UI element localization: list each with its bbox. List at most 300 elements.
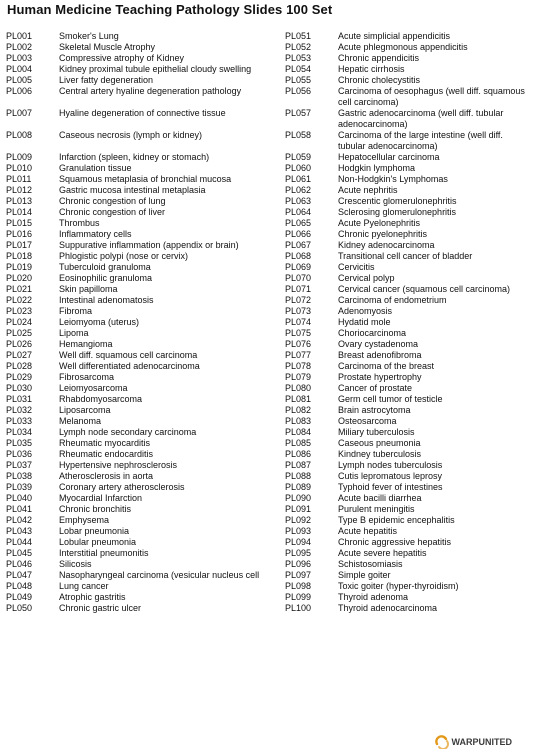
slide-name-line: Hodgkin lymphoma [338,163,416,173]
slide-name [338,174,530,185]
slide-code: PL031 [6,394,33,404]
list-item [285,361,530,372]
slide-name-line: Lobar pneumonia [59,526,130,536]
slide-code: PL013 [6,196,33,206]
list-item [6,438,281,449]
slide-code: PL096 [285,559,312,569]
list-item [285,218,530,229]
slide-name-line: Carcinoma of endometrium [338,295,447,305]
list-item [6,416,281,427]
slide-name-line: Chronic bronchitis [59,504,132,514]
slide-code: PL024 [6,317,33,327]
list-item [285,482,530,493]
slide-name [338,262,530,273]
slide-code: PL032 [6,405,33,415]
slide-code: PL085 [285,438,312,448]
slide-name [338,251,530,262]
slide-code: PL055 [285,75,312,85]
slide-name-line: Cancer of prostate [338,383,413,393]
slide-code: PL029 [6,372,33,382]
slide-name [338,339,530,350]
slide-code: PL062 [285,185,312,195]
slide-name [338,438,530,449]
list-item [6,570,281,581]
slide-code: PL026 [6,339,33,349]
list-item [285,240,530,251]
slide-name-line: cell carcinoma) [338,97,399,107]
slide-name [59,229,281,240]
slide-code: PL058 [285,130,312,140]
slide-name [338,515,530,526]
slide-name-line: Interstitial pneumonitis [59,548,149,558]
slide-code: PL027 [6,350,33,360]
slide-code: PL054 [285,64,312,74]
slide-name [338,559,530,570]
slide-code: PL039 [6,482,33,492]
slide-code: PL100 [285,603,312,613]
slide-code: PL065 [285,218,312,228]
slide-name [59,317,281,328]
slide-name [338,449,530,460]
list-item [285,108,530,130]
slide-name [59,240,281,251]
slide-name [338,163,530,174]
slide-name [338,592,530,603]
slide-code: PL071 [285,284,312,294]
slide-code: PL099 [285,592,312,602]
list-item [285,185,530,196]
slide-code: PL038 [6,471,33,481]
list-item [285,31,530,42]
slide-code: PL048 [6,581,33,591]
slide-code: PL082 [285,405,312,415]
slide-name [338,31,530,42]
list-item [285,471,530,482]
slide-name-line: Phlogistic polypi (nose or cervix) [59,251,189,261]
slide-code: PL035 [6,438,33,448]
list-item [6,603,281,614]
slide-name-line: Transitional cell cancer of bladder [338,251,473,261]
slide-name-line: Schistosomiasis [338,559,403,569]
list-item [285,537,530,548]
slide-name [338,570,530,581]
slide-name-line: Lymph nodes tuberculosis [338,460,443,470]
slide-name [338,471,530,482]
slide-name [59,603,281,614]
slide-name-line: Simple goiter [338,570,391,580]
list-item [285,273,530,284]
slide-name-line: Granulation tissue [59,163,132,173]
slide-name-line: Lung cancer [59,581,109,591]
slide-code: PL066 [285,229,312,239]
slide-name-line: Cutis lepromatous leprosy [338,471,443,481]
list-item [6,64,281,75]
slide-name-line: Hepatocellular carcinoma [338,152,440,162]
slide-name-line: Prostate hypertrophy [338,372,422,382]
slide-code: PL020 [6,273,33,283]
slide-name-line: Thyroid adenocarcinoma [338,603,438,613]
slide-list-left [6,31,281,614]
slide-code: PL042 [6,515,33,525]
list-item [285,64,530,75]
slide-name [59,526,281,537]
slide-name [59,75,281,86]
slide-name-line: Ovary cystadenoma [338,339,419,349]
slide-name [59,207,281,218]
slide-name [59,416,281,427]
slide-code: PL041 [6,504,33,514]
slide-name [59,42,281,53]
slide-name-line: Lymph node secondary carcinoma [59,427,197,437]
slide-name [338,152,530,163]
list-item [6,130,281,141]
slide-name-line: Rheumatic myocarditis [59,438,151,448]
slide-code: PL069 [285,262,312,272]
slide-name-line: Myocardial Infarction [59,493,143,503]
slide-name [59,163,281,174]
slide-code: PL008 [6,130,33,140]
slide-name [59,361,281,372]
slide-name [338,526,530,537]
slide-name-line: Silicosis [59,559,92,569]
list-item [285,592,530,603]
slide-name-line: Acute bacilli diarrhea [338,493,422,503]
list-item [6,339,281,350]
slide-code: PL072 [285,295,312,305]
slide-code: PL040 [6,493,33,503]
list-item [6,295,281,306]
list-item [6,185,281,196]
slide-name-line: Well differentiated adenocarcinoma [59,361,200,371]
slide-name [338,273,530,284]
slide-code: PL090 [285,493,312,503]
slide-name-line: Smoker's Lung [59,31,119,41]
list-item [6,328,281,339]
slide-name [338,482,530,493]
slide-code: PL061 [285,174,312,184]
list-item [6,394,281,405]
slide-name-line: Carcinoma of the breast [338,361,435,371]
slide-name [59,273,281,284]
slide-code: PL068 [285,251,312,261]
slide-list-right [285,31,530,614]
slide-name [59,218,281,229]
slide-name [59,53,281,64]
list-item [6,504,281,515]
slide-name [338,504,530,515]
slide-code: PL080 [285,383,312,393]
list-item [285,394,530,405]
list-item [6,273,281,284]
slide-name [59,515,281,526]
list-item [285,295,530,306]
slide-name [59,427,281,438]
slide-name [59,394,281,405]
list-item [6,196,281,207]
slide-name-line: Central artery hyaline degeneration pathology [59,86,242,96]
slide-name [59,537,281,548]
slide-code: PL012 [6,185,33,195]
slide-code: PL086 [285,449,312,459]
slide-name [338,42,530,53]
slide-code: PL098 [285,581,312,591]
slide-name [338,240,530,251]
slide-name-line: Toxic goiter (hyper-thyroidism) [338,581,459,591]
slide-name-line: Cervical cancer (squamous cell carcinoma) [338,284,511,294]
slide-name-line: Leiomyoma (uterus) [59,317,140,327]
slide-name [338,581,530,592]
slide-name-line: Chronic gastric ulcer [59,603,142,613]
list-item [285,174,530,185]
slide-name [338,372,530,383]
list-item [6,471,281,482]
list-item [285,86,530,108]
list-item [285,339,530,350]
list-item [6,284,281,295]
slide-code: PL079 [285,372,312,382]
slide-name [59,295,281,306]
slide-name-line: Chronic congestion of liver [59,207,166,217]
slide-name [338,405,530,416]
list-item [6,559,281,570]
slide-name-line: Thrombus [59,218,100,228]
list-item [285,581,530,592]
slide-name-line: Adenomyosis [338,306,393,316]
slide-code: PL044 [6,537,33,547]
slide-name [59,262,281,273]
slide-name-line: Lipoma [59,328,89,338]
slide-name-line: adenocarcinoma) [338,119,408,129]
slide-name [338,460,530,471]
list-item [285,42,530,53]
slide-name-line: Atherosclerosis in aorta [59,471,154,481]
slide-name-line: Chronic cholecystitis [338,75,421,85]
list-item [6,493,281,504]
slide-name-line: Emphysema [59,515,110,525]
slide-code: PL015 [6,218,33,228]
slide-name-line: Hydatid mole [338,317,391,327]
slide-code: PL001 [6,31,33,41]
list-item [6,306,281,317]
slide-name [59,130,281,141]
slide-name [338,295,530,306]
list-item [6,449,281,460]
list-item [6,482,281,493]
slide-name-line: Sclerosing glomerulonephritis [338,207,457,217]
list-item [285,262,530,273]
slide-name [59,350,281,361]
list-item [285,251,530,262]
slide-name-line: Acute simplicial appendicitis [338,31,451,41]
slide-name [59,64,281,75]
slide-code: PL095 [285,548,312,558]
slide-code: PL077 [285,350,312,360]
slide-name [59,482,281,493]
slide-name [59,438,281,449]
list-item [6,229,281,240]
list-item [285,163,530,174]
brand-logo-text: WARPUNITED [451,737,512,747]
slide-name-line: Inflammatory cells [59,229,132,239]
list-item [285,427,530,438]
slide-name [338,207,530,218]
list-item [285,449,530,460]
slide-name-line: Infarction (spleen, kidney or stomach) [59,152,210,162]
list-item [6,383,281,394]
slide-name [338,53,530,64]
slide-name [59,559,281,570]
slide-name-line: Kidney proximal tubule epithelial cloudy swelling [59,64,252,74]
list-item [6,592,281,603]
slide-name-line: Skeletal Muscle Atrophy [59,42,156,52]
slide-code: PL060 [285,163,312,173]
list-item [285,152,530,163]
slide-code: PL053 [285,53,312,63]
slide-name-line: Chronic pyelonephritis [338,229,428,239]
slide-name-line: Kindney tuberculosis [338,449,422,459]
list-item [6,108,281,119]
slide-name-line: Hepatic cirrhosis [338,64,405,74]
slide-code: PL075 [285,328,312,338]
list-item [285,405,530,416]
list-item [285,350,530,361]
slide-code: PL018 [6,251,33,261]
slide-name [338,493,530,504]
list-item [285,207,530,218]
slide-name [338,361,530,372]
list-item [285,53,530,64]
slide-name-line: Coronary artery atherosclerosis [59,482,185,492]
slide-code: PL028 [6,361,33,371]
slide-name [59,405,281,416]
slide-name [59,548,281,559]
slide-code: PL025 [6,328,33,338]
slide-name-line: Fibrosarcoma [59,372,115,382]
slide-code: PL094 [285,537,312,547]
slide-name-line: Hypertensive nephrosclerosis [59,460,178,470]
list-item [285,306,530,317]
list-item [6,152,281,163]
slide-name-line: Suppurative inflammation (appendix or brain) [59,240,239,250]
slide-name-line: Squamous metaplasia of bronchial mucosa [59,174,232,184]
slide-name [59,339,281,350]
slide-name [338,196,530,207]
slide-name [59,196,281,207]
slide-name-line: Intestinal adenomatosis [59,295,154,305]
list-item [285,438,530,449]
list-item [285,383,530,394]
slide-name-line: Acute severe hepatitis [338,548,427,558]
slide-name-line: Lobular pneumonia [59,537,137,547]
list-item [6,537,281,548]
slide-code: PL078 [285,361,312,371]
slide-name-line: Germ cell tumor of testicle [338,394,443,404]
slide-name [59,372,281,383]
list-item [285,130,530,152]
slide-name-line: Melanoma [59,416,102,426]
slide-name [59,449,281,460]
slide-code: PL011 [6,174,32,184]
list-item [6,581,281,592]
slide-code: PL093 [285,526,312,536]
brand-logo [435,735,513,749]
slide-code: PL091 [285,504,312,514]
list-item [6,262,281,273]
slide-code: PL019 [6,262,33,272]
slide-code: PL006 [6,86,33,96]
slide-name [338,229,530,240]
slide-code: PL004 [6,64,33,74]
slide-name [59,185,281,196]
slide-name [338,328,530,339]
slide-name [338,108,530,130]
slide-code: PL037 [6,460,33,470]
slide-code: PL010 [6,163,33,173]
slide-name-line: Purulent meningitis [338,504,415,514]
slide-name [338,75,530,86]
slide-name [59,581,281,592]
slide-name [338,548,530,559]
slide-code: PL088 [285,471,312,481]
slide-name [59,108,281,119]
slide-code: PL022 [6,295,33,305]
slide-code: PL084 [285,427,312,437]
slide-name-line: Caseous necrosis (lymph or kidney) [59,130,203,140]
list-item [285,328,530,339]
list-item [6,548,281,559]
slide-code: PL036 [6,449,33,459]
slide-name [338,317,530,328]
list-item [6,53,281,64]
slide-name [59,328,281,339]
slide-name-line: Crescentic glomerulonephritis [338,196,457,206]
slide-code: PL097 [285,570,312,580]
slide-code: PL046 [6,559,33,569]
slide-code: PL057 [285,108,312,118]
slide-name [338,350,530,361]
slide-code: PL063 [285,196,312,206]
slide-name-line: Osteosarcoma [338,416,397,426]
list-item [6,350,281,361]
slide-name [338,394,530,405]
list-item [285,416,530,427]
slide-name-line: Compressive atrophy of Kidney [59,53,185,63]
slide-name-line: Well diff. squamous cell carcinoma [59,350,198,360]
slide-code: PL007 [6,108,33,118]
list-item [6,317,281,328]
slide-code: PL021 [6,284,33,294]
slide-name [59,570,281,581]
slide-code: PL045 [6,548,33,558]
list-item [6,372,281,383]
list-item [6,31,281,42]
list-item [285,603,530,614]
list-item [6,515,281,526]
slide-code: PL064 [285,207,312,217]
list-item [6,361,281,372]
list-item [285,75,530,86]
slide-name [59,471,281,482]
list-item [285,284,530,295]
slide-code: PL073 [285,306,312,316]
slide-name [338,130,530,152]
list-item [6,163,281,174]
slide-name [338,383,530,394]
slide-name [338,603,530,614]
list-item [285,196,530,207]
slide-name [338,64,530,75]
slide-code: PL002 [6,42,33,52]
